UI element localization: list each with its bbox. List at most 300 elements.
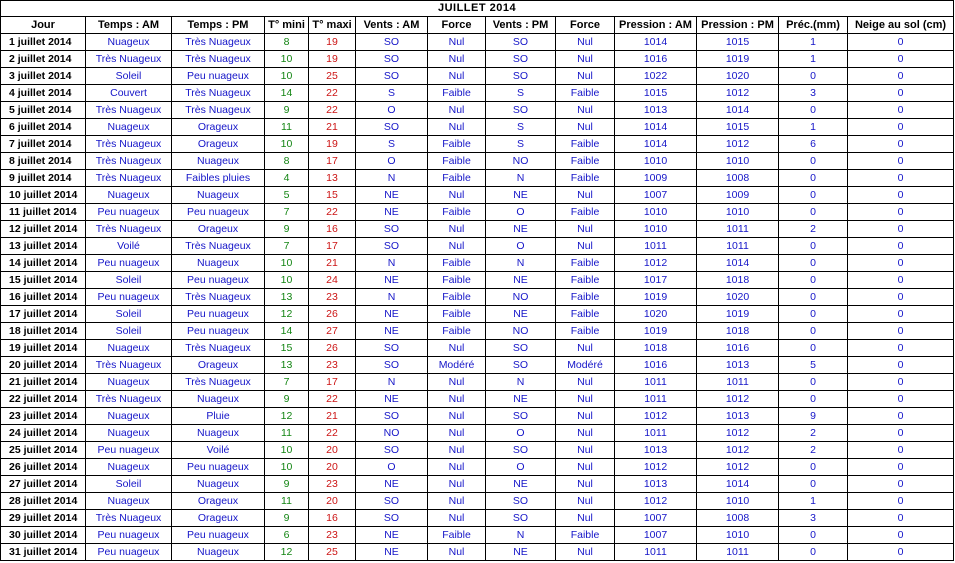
table-row bbox=[1, 306, 954, 323]
day-cell: 11 juillet 2014 bbox=[1, 204, 86, 221]
pressure-pm-cell: 1020 bbox=[697, 68, 779, 85]
precip-cell: 0 bbox=[779, 170, 848, 187]
pressure-am-cell: 1012 bbox=[615, 255, 697, 272]
pressure-pm-cell: 1012 bbox=[697, 425, 779, 442]
pressure-am-cell: 1020 bbox=[615, 306, 697, 323]
weather-am-cell: Très Nuageux bbox=[86, 153, 172, 170]
pressure-am-cell: 1013 bbox=[615, 442, 697, 459]
day-cell: 25 juillet 2014 bbox=[1, 442, 86, 459]
table-row bbox=[1, 391, 954, 408]
pressure-am-cell: 1007 bbox=[615, 527, 697, 544]
pressure-pm-cell: 1013 bbox=[697, 357, 779, 374]
tmax-cell: 23 bbox=[309, 527, 356, 544]
precip-cell: 0 bbox=[779, 323, 848, 340]
precip-cell: 1 bbox=[779, 34, 848, 51]
pressure-pm-cell: 1019 bbox=[697, 51, 779, 68]
tmax-cell: 24 bbox=[309, 272, 356, 289]
precip-cell: 0 bbox=[779, 187, 848, 204]
wind-am-cell: NE bbox=[356, 391, 428, 408]
tmax-cell: 20 bbox=[309, 493, 356, 510]
snow-cell: 0 bbox=[848, 272, 954, 289]
weather-pm-cell: Orageux bbox=[172, 221, 265, 238]
snow-cell: 0 bbox=[848, 221, 954, 238]
pressure-pm-cell: 1015 bbox=[697, 34, 779, 51]
snow-cell: 0 bbox=[848, 119, 954, 136]
table-row bbox=[1, 221, 954, 238]
wind-am-cell: SO bbox=[356, 221, 428, 238]
snow-cell: 0 bbox=[848, 510, 954, 527]
tmin-cell: 7 bbox=[265, 374, 309, 391]
weather-am-cell: Peu nuageux bbox=[86, 527, 172, 544]
pressure-am-cell: 1018 bbox=[615, 340, 697, 357]
wind-pm-cell: N bbox=[486, 170, 556, 187]
tmin-cell: 13 bbox=[265, 357, 309, 374]
weather-am-cell: Couvert bbox=[86, 85, 172, 102]
day-cell: 14 juillet 2014 bbox=[1, 255, 86, 272]
weather-am-cell: Soleil bbox=[86, 272, 172, 289]
day-cell: 21 juillet 2014 bbox=[1, 374, 86, 391]
wind-am-cell: NE bbox=[356, 476, 428, 493]
tmax-cell: 22 bbox=[309, 102, 356, 119]
wind-pm-cell: SO bbox=[486, 357, 556, 374]
pressure-pm-cell: 1020 bbox=[697, 289, 779, 306]
precip-cell: 0 bbox=[779, 102, 848, 119]
pressure-am-cell: 1016 bbox=[615, 357, 697, 374]
precip-cell: 0 bbox=[779, 527, 848, 544]
pressure-pm-cell: 1010 bbox=[697, 527, 779, 544]
tmax-cell: 21 bbox=[309, 255, 356, 272]
day-cell: 16 juillet 2014 bbox=[1, 289, 86, 306]
force-am-cell: Nul bbox=[428, 442, 486, 459]
wind-am-cell: S bbox=[356, 136, 428, 153]
tmin-cell: 10 bbox=[265, 459, 309, 476]
tmax-cell: 25 bbox=[309, 544, 356, 561]
precip-cell: 0 bbox=[779, 238, 848, 255]
wind-am-cell: NE bbox=[356, 204, 428, 221]
force-am-cell: Faible bbox=[428, 85, 486, 102]
day-cell: 29 juillet 2014 bbox=[1, 510, 86, 527]
col-header-vents-pm: Vents : PM bbox=[486, 17, 556, 34]
table-row bbox=[1, 442, 954, 459]
snow-cell: 0 bbox=[848, 85, 954, 102]
col-header-temps-am: Temps : AM bbox=[86, 17, 172, 34]
tmin-cell: 9 bbox=[265, 102, 309, 119]
force-pm-cell: Nul bbox=[556, 425, 615, 442]
wind-am-cell: SO bbox=[356, 238, 428, 255]
weather-pm-cell: Très Nuageux bbox=[172, 374, 265, 391]
table-row bbox=[1, 340, 954, 357]
wind-pm-cell: NE bbox=[486, 476, 556, 493]
weather-am-cell: Voilé bbox=[86, 238, 172, 255]
precip-cell: 0 bbox=[779, 544, 848, 561]
force-pm-cell: Nul bbox=[556, 544, 615, 561]
table-row bbox=[1, 255, 954, 272]
precip-cell: 6 bbox=[779, 136, 848, 153]
weather-pm-cell: Peu nuageux bbox=[172, 272, 265, 289]
wind-am-cell: SO bbox=[356, 510, 428, 527]
force-pm-cell: Faible bbox=[556, 323, 615, 340]
wind-pm-cell: NE bbox=[486, 306, 556, 323]
tmax-cell: 16 bbox=[309, 221, 356, 238]
tmin-cell: 4 bbox=[265, 170, 309, 187]
wind-pm-cell: O bbox=[486, 425, 556, 442]
wind-pm-cell: SO bbox=[486, 442, 556, 459]
wind-am-cell: NE bbox=[356, 306, 428, 323]
wind-pm-cell: S bbox=[486, 136, 556, 153]
wind-pm-cell: SO bbox=[486, 68, 556, 85]
pressure-pm-cell: 1011 bbox=[697, 221, 779, 238]
weather-pm-cell: Très Nuageux bbox=[172, 102, 265, 119]
weather-am-cell: Très Nuageux bbox=[86, 221, 172, 238]
tmin-cell: 13 bbox=[265, 289, 309, 306]
pressure-pm-cell: 1008 bbox=[697, 170, 779, 187]
force-pm-cell: Nul bbox=[556, 374, 615, 391]
day-cell: 30 juillet 2014 bbox=[1, 527, 86, 544]
force-am-cell: Nul bbox=[428, 34, 486, 51]
tmax-cell: 23 bbox=[309, 357, 356, 374]
pressure-am-cell: 1010 bbox=[615, 153, 697, 170]
pressure-am-cell: 1016 bbox=[615, 51, 697, 68]
pressure-pm-cell: 1011 bbox=[697, 544, 779, 561]
pressure-pm-cell: 1014 bbox=[697, 476, 779, 493]
force-am-cell: Nul bbox=[428, 408, 486, 425]
col-header-vents-am: Vents : AM bbox=[356, 17, 428, 34]
tmin-cell: 9 bbox=[265, 391, 309, 408]
precip-cell: 1 bbox=[779, 51, 848, 68]
table-row bbox=[1, 272, 954, 289]
force-pm-cell: Nul bbox=[556, 510, 615, 527]
snow-cell: 0 bbox=[848, 323, 954, 340]
wind-pm-cell: NE bbox=[486, 187, 556, 204]
weather-pm-cell: Nuageux bbox=[172, 153, 265, 170]
force-am-cell: Faible bbox=[428, 289, 486, 306]
weather-am-cell: Soleil bbox=[86, 68, 172, 85]
day-cell: 2 juillet 2014 bbox=[1, 51, 86, 68]
weather-am-cell: Nuageux bbox=[86, 459, 172, 476]
table-row bbox=[1, 187, 954, 204]
table-row bbox=[1, 153, 954, 170]
wind-pm-cell: NE bbox=[486, 391, 556, 408]
precip-cell: 0 bbox=[779, 255, 848, 272]
tmax-cell: 26 bbox=[309, 306, 356, 323]
tmax-cell: 15 bbox=[309, 187, 356, 204]
weather-pm-cell: Nuageux bbox=[172, 391, 265, 408]
pressure-pm-cell: 1009 bbox=[697, 187, 779, 204]
table-row bbox=[1, 204, 954, 221]
day-cell: 19 juillet 2014 bbox=[1, 340, 86, 357]
snow-cell: 0 bbox=[848, 527, 954, 544]
pressure-pm-cell: 1012 bbox=[697, 442, 779, 459]
pressure-am-cell: 1011 bbox=[615, 374, 697, 391]
col-header-jour: Jour bbox=[1, 17, 86, 34]
wind-am-cell: SO bbox=[356, 34, 428, 51]
pressure-pm-cell: 1015 bbox=[697, 119, 779, 136]
force-am-cell: Faible bbox=[428, 255, 486, 272]
day-cell: 15 juillet 2014 bbox=[1, 272, 86, 289]
force-am-cell: Nul bbox=[428, 340, 486, 357]
wind-am-cell: N bbox=[356, 170, 428, 187]
tmax-cell: 22 bbox=[309, 425, 356, 442]
col-header-force-am: Force bbox=[428, 17, 486, 34]
day-cell: 13 juillet 2014 bbox=[1, 238, 86, 255]
pressure-am-cell: 1007 bbox=[615, 510, 697, 527]
weather-am-cell: Très Nuageux bbox=[86, 391, 172, 408]
table-row bbox=[1, 68, 954, 85]
wind-am-cell: SO bbox=[356, 442, 428, 459]
snow-cell: 0 bbox=[848, 136, 954, 153]
precip-cell: 2 bbox=[779, 442, 848, 459]
force-pm-cell: Nul bbox=[556, 102, 615, 119]
wind-am-cell: SO bbox=[356, 119, 428, 136]
day-cell: 23 juillet 2014 bbox=[1, 408, 86, 425]
pressure-am-cell: 1011 bbox=[615, 425, 697, 442]
weather-am-cell: Nuageux bbox=[86, 425, 172, 442]
day-cell: 8 juillet 2014 bbox=[1, 153, 86, 170]
wind-pm-cell: SO bbox=[486, 340, 556, 357]
force-pm-cell: Nul bbox=[556, 51, 615, 68]
snow-cell: 0 bbox=[848, 238, 954, 255]
table-row bbox=[1, 408, 954, 425]
tmin-cell: 10 bbox=[265, 136, 309, 153]
pressure-pm-cell: 1019 bbox=[697, 306, 779, 323]
weather-pm-cell: Très Nuageux bbox=[172, 51, 265, 68]
tmin-cell: 10 bbox=[265, 442, 309, 459]
wind-pm-cell: SO bbox=[486, 34, 556, 51]
force-am-cell: Faible bbox=[428, 170, 486, 187]
wind-am-cell: SO bbox=[356, 68, 428, 85]
tmax-cell: 22 bbox=[309, 204, 356, 221]
precip-cell: 1 bbox=[779, 119, 848, 136]
tmax-cell: 13 bbox=[309, 170, 356, 187]
pressure-pm-cell: 1010 bbox=[697, 153, 779, 170]
wind-pm-cell: S bbox=[486, 119, 556, 136]
force-pm-cell: Faible bbox=[556, 255, 615, 272]
force-am-cell: Nul bbox=[428, 476, 486, 493]
force-pm-cell: Nul bbox=[556, 119, 615, 136]
precip-cell: 9 bbox=[779, 408, 848, 425]
day-cell: 26 juillet 2014 bbox=[1, 459, 86, 476]
snow-cell: 0 bbox=[848, 425, 954, 442]
wind-pm-cell: SO bbox=[486, 510, 556, 527]
precip-cell: 0 bbox=[779, 272, 848, 289]
force-pm-cell: Nul bbox=[556, 34, 615, 51]
col-header-neige: Neige au sol (cm) bbox=[848, 17, 954, 34]
tmax-cell: 17 bbox=[309, 153, 356, 170]
weather-pm-cell: Très Nuageux bbox=[172, 340, 265, 357]
snow-cell: 0 bbox=[848, 289, 954, 306]
tmin-cell: 12 bbox=[265, 408, 309, 425]
weather-pm-cell: Nuageux bbox=[172, 476, 265, 493]
tmin-cell: 10 bbox=[265, 68, 309, 85]
wind-am-cell: NE bbox=[356, 187, 428, 204]
pressure-am-cell: 1009 bbox=[615, 170, 697, 187]
precip-cell: 0 bbox=[779, 289, 848, 306]
pressure-pm-cell: 1008 bbox=[697, 510, 779, 527]
force-pm-cell: Nul bbox=[556, 221, 615, 238]
wind-am-cell: SO bbox=[356, 493, 428, 510]
force-am-cell: Faible bbox=[428, 527, 486, 544]
tmax-cell: 19 bbox=[309, 136, 356, 153]
day-cell: 9 juillet 2014 bbox=[1, 170, 86, 187]
force-pm-cell: Nul bbox=[556, 68, 615, 85]
force-am-cell: Modéré bbox=[428, 357, 486, 374]
wind-am-cell: NE bbox=[356, 544, 428, 561]
snow-cell: 0 bbox=[848, 153, 954, 170]
day-cell: 7 juillet 2014 bbox=[1, 136, 86, 153]
weather-pm-cell: Orageux bbox=[172, 136, 265, 153]
tmax-cell: 20 bbox=[309, 459, 356, 476]
snow-cell: 0 bbox=[848, 340, 954, 357]
tmin-cell: 9 bbox=[265, 221, 309, 238]
force-am-cell: Nul bbox=[428, 391, 486, 408]
snow-cell: 0 bbox=[848, 102, 954, 119]
weather-pm-cell: Peu nuageux bbox=[172, 527, 265, 544]
wind-am-cell: N bbox=[356, 289, 428, 306]
wind-pm-cell: SO bbox=[486, 51, 556, 68]
day-cell: 4 juillet 2014 bbox=[1, 85, 86, 102]
pressure-pm-cell: 1018 bbox=[697, 323, 779, 340]
wind-pm-cell: SO bbox=[486, 102, 556, 119]
tmin-cell: 8 bbox=[265, 34, 309, 51]
tmin-cell: 7 bbox=[265, 204, 309, 221]
table-row bbox=[1, 459, 954, 476]
day-cell: 31 juillet 2014 bbox=[1, 544, 86, 561]
force-pm-cell: Faible bbox=[556, 289, 615, 306]
force-am-cell: Faible bbox=[428, 136, 486, 153]
pressure-pm-cell: 1013 bbox=[697, 408, 779, 425]
pressure-am-cell: 1019 bbox=[615, 289, 697, 306]
tmax-cell: 22 bbox=[309, 391, 356, 408]
wind-am-cell: SO bbox=[356, 51, 428, 68]
wind-pm-cell: SO bbox=[486, 493, 556, 510]
tmax-cell: 25 bbox=[309, 68, 356, 85]
snow-cell: 0 bbox=[848, 391, 954, 408]
snow-cell: 0 bbox=[848, 187, 954, 204]
precip-cell: 0 bbox=[779, 68, 848, 85]
weather-pm-cell: Voilé bbox=[172, 442, 265, 459]
tmax-cell: 16 bbox=[309, 510, 356, 527]
day-cell: 24 juillet 2014 bbox=[1, 425, 86, 442]
tmax-cell: 26 bbox=[309, 340, 356, 357]
wind-pm-cell: NO bbox=[486, 289, 556, 306]
weather-pm-cell: Peu nuageux bbox=[172, 204, 265, 221]
pressure-pm-cell: 1018 bbox=[697, 272, 779, 289]
pressure-am-cell: 1015 bbox=[615, 85, 697, 102]
col-header-precipitation: Préc.(mm) bbox=[779, 17, 848, 34]
tmin-cell: 8 bbox=[265, 153, 309, 170]
tmax-cell: 19 bbox=[309, 34, 356, 51]
snow-cell: 0 bbox=[848, 51, 954, 68]
table-row bbox=[1, 544, 954, 561]
force-am-cell: Faible bbox=[428, 306, 486, 323]
wind-pm-cell: O bbox=[486, 204, 556, 221]
wind-am-cell: N bbox=[356, 374, 428, 391]
force-pm-cell: Nul bbox=[556, 391, 615, 408]
weather-pm-cell: Très Nuageux bbox=[172, 289, 265, 306]
tmax-cell: 23 bbox=[309, 476, 356, 493]
snow-cell: 0 bbox=[848, 255, 954, 272]
precip-cell: 0 bbox=[779, 459, 848, 476]
weather-pm-cell: Très Nuageux bbox=[172, 238, 265, 255]
weather-pm-cell: Nuageux bbox=[172, 187, 265, 204]
force-am-cell: Faible bbox=[428, 204, 486, 221]
tmax-cell: 19 bbox=[309, 51, 356, 68]
col-header-temps-pm: Temps : PM bbox=[172, 17, 265, 34]
precip-cell: 2 bbox=[779, 425, 848, 442]
pressure-am-cell: 1010 bbox=[615, 204, 697, 221]
snow-cell: 0 bbox=[848, 476, 954, 493]
table-row bbox=[1, 374, 954, 391]
pressure-am-cell: 1010 bbox=[615, 221, 697, 238]
force-am-cell: Nul bbox=[428, 102, 486, 119]
force-pm-cell: Nul bbox=[556, 442, 615, 459]
day-cell: 22 juillet 2014 bbox=[1, 391, 86, 408]
weather-pm-cell: Nuageux bbox=[172, 255, 265, 272]
pressure-pm-cell: 1011 bbox=[697, 374, 779, 391]
table-row bbox=[1, 136, 954, 153]
weather-pm-cell: Peu nuageux bbox=[172, 68, 265, 85]
day-cell: 3 juillet 2014 bbox=[1, 68, 86, 85]
col-header-pression-am: Pression : AM bbox=[615, 17, 697, 34]
pressure-am-cell: 1013 bbox=[615, 102, 697, 119]
table-row bbox=[1, 510, 954, 527]
weather-am-cell: Nuageux bbox=[86, 340, 172, 357]
pressure-pm-cell: 1014 bbox=[697, 255, 779, 272]
table-row bbox=[1, 527, 954, 544]
wind-am-cell: SO bbox=[356, 408, 428, 425]
precip-cell: 0 bbox=[779, 306, 848, 323]
weather-pm-cell: Nuageux bbox=[172, 425, 265, 442]
wind-pm-cell: NE bbox=[486, 221, 556, 238]
force-am-cell: Faible bbox=[428, 272, 486, 289]
force-pm-cell: Faible bbox=[556, 153, 615, 170]
weather-am-cell: Peu nuageux bbox=[86, 544, 172, 561]
weather-am-cell: Peu nuageux bbox=[86, 289, 172, 306]
wind-pm-cell: S bbox=[486, 85, 556, 102]
wind-am-cell: SO bbox=[356, 357, 428, 374]
col-header-t-mini: T° mini bbox=[265, 17, 309, 34]
table-row bbox=[1, 289, 954, 306]
tmin-cell: 11 bbox=[265, 493, 309, 510]
force-pm-cell: Nul bbox=[556, 238, 615, 255]
weather-am-cell: Soleil bbox=[86, 306, 172, 323]
snow-cell: 0 bbox=[848, 306, 954, 323]
title-row bbox=[1, 1, 954, 17]
force-am-cell: Nul bbox=[428, 51, 486, 68]
snow-cell: 0 bbox=[848, 442, 954, 459]
weather-pm-cell: Faibles pluies bbox=[172, 170, 265, 187]
pressure-am-cell: 1012 bbox=[615, 493, 697, 510]
precip-cell: 0 bbox=[779, 374, 848, 391]
wind-pm-cell: NO bbox=[486, 323, 556, 340]
force-pm-cell: Nul bbox=[556, 476, 615, 493]
pressure-am-cell: 1014 bbox=[615, 34, 697, 51]
force-am-cell: Nul bbox=[428, 238, 486, 255]
weather-am-cell: Nuageux bbox=[86, 374, 172, 391]
pressure-pm-cell: 1014 bbox=[697, 102, 779, 119]
wind-am-cell: SO bbox=[356, 340, 428, 357]
wind-pm-cell: NE bbox=[486, 272, 556, 289]
precip-cell: 0 bbox=[779, 340, 848, 357]
pressure-pm-cell: 1012 bbox=[697, 391, 779, 408]
precip-cell: 1 bbox=[779, 493, 848, 510]
table-row bbox=[1, 238, 954, 255]
day-cell: 20 juillet 2014 bbox=[1, 357, 86, 374]
snow-cell: 0 bbox=[848, 408, 954, 425]
pressure-pm-cell: 1012 bbox=[697, 85, 779, 102]
wind-pm-cell: NO bbox=[486, 153, 556, 170]
force-am-cell: Nul bbox=[428, 119, 486, 136]
